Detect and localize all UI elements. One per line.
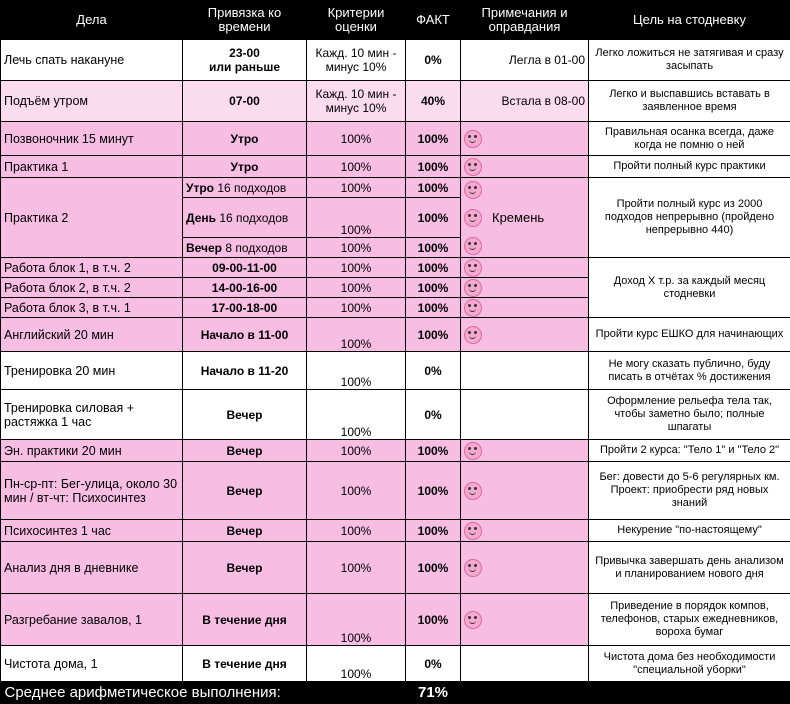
- goal-cell: Привычка завершать день анализом и планированием нового дня: [589, 542, 790, 594]
- table-row: [1, 520, 790, 542]
- fact-cell: 0%: [406, 352, 461, 390]
- sub-time-bold: День: [186, 211, 216, 225]
- task-cell: Тренировка 20 мин: [1, 352, 183, 390]
- goal-cell: Чистота дома без необходимости "специальной уборки": [589, 646, 790, 682]
- criteria-cell: 100%: [307, 646, 406, 682]
- sub-time-bold: Вечер: [186, 241, 222, 255]
- goal-cell: Пройти курс ЕШКО для начинающих: [589, 318, 790, 352]
- goal-cell: Пройти полный курс из 2000 подходов непрерывно (пройдено непрерывно 440): [589, 178, 790, 258]
- note-cell: [461, 352, 589, 390]
- table-row: [1, 178, 790, 198]
- note-text: Кремень: [492, 211, 544, 225]
- time-cell: Утро: [183, 122, 307, 156]
- criteria-cell: 100%: [307, 298, 406, 318]
- goal-cell: Легко и выспавшись вставать в заявленное время: [589, 81, 790, 122]
- task-cell: Анализ дня в дневнике: [1, 542, 183, 594]
- task-cell: Эн. практики 20 мин: [1, 440, 183, 462]
- time-cell: Вечер: [183, 462, 307, 520]
- time-cell: Вечер: [183, 520, 307, 542]
- smiley-pig-icon: [464, 522, 482, 540]
- smiley-pig-icon: [464, 442, 482, 460]
- task-cell: Тренировка силовая + растяжка 1 час: [1, 390, 183, 440]
- criteria-cell: 100%: [307, 278, 406, 298]
- criteria-cell: 100%: [307, 462, 406, 520]
- fact-cell: 0%: [406, 646, 461, 682]
- fact-cell: 100%: [406, 178, 461, 198]
- average-label: Среднее арифметическое выполнения:: [1, 682, 406, 704]
- goal-cell: Пройти полный курс практики: [589, 156, 790, 178]
- header-row: [1, 1, 790, 40]
- task-cell: Работа блок 1, в т.ч. 2: [1, 258, 183, 278]
- smiley-pig-icon: [464, 279, 482, 297]
- fact-cell: 100%: [406, 594, 461, 646]
- table-row: [1, 390, 790, 440]
- task-cell: Разгребание завалов, 1: [1, 594, 183, 646]
- task-cell: Работа блок 3, в т.ч. 1: [1, 298, 183, 318]
- fact-cell: 100%: [406, 278, 461, 298]
- time-cell: [183, 40, 307, 81]
- table-row: [1, 40, 790, 81]
- header-time: Привязка ко времени: [183, 1, 307, 40]
- time-cell: 14-00-16-00: [183, 278, 307, 298]
- criteria-cell: 100%: [307, 122, 406, 156]
- table-row: [1, 318, 790, 352]
- table-row: [1, 646, 790, 682]
- header-task: Дела: [1, 1, 183, 40]
- fact-cell: 100%: [406, 318, 461, 352]
- task-cell: Пн-ср-пт: Бег-улица, около 30 мин / вт-чт: Психосинтез: [1, 462, 183, 520]
- goal-cell: Доход Х т.р. за каждый месяц стодневки: [589, 258, 790, 318]
- smiley-pig-icon: [464, 559, 482, 577]
- goal-cell: Некурение "по-настоящему": [589, 520, 790, 542]
- footer-row: [1, 682, 790, 704]
- criteria-cell: 100%: [307, 156, 406, 178]
- smiley-pig-icon: [464, 209, 482, 227]
- time-cell: Начало в 11-20: [183, 352, 307, 390]
- table-row: [1, 156, 790, 178]
- goal-cell: Правильная осанка всегда, даже когда не помню о ней: [589, 122, 790, 156]
- note-cell: [461, 520, 589, 542]
- sub-time-text: 8 подходов: [222, 241, 288, 255]
- smiley-pig-icon: [464, 181, 482, 199]
- goal-cell: Приведение в порядок компов, телефонов, старых ежедневников, вороха бумаг: [589, 594, 790, 646]
- header-criteria: Критерии оценки: [307, 1, 406, 40]
- average-value: 71%: [406, 682, 461, 704]
- sub-time-cell: [183, 178, 307, 198]
- fact-cell: 100%: [406, 542, 461, 594]
- note-cell: [461, 318, 589, 352]
- time-cell: Вечер: [183, 390, 307, 440]
- time-cell: 07-00: [183, 81, 307, 122]
- goal-cell: Легко ложиться не затягивая и сразу засыпать: [589, 40, 790, 81]
- table-row: [1, 594, 790, 646]
- table-row: [1, 462, 790, 520]
- note-cell: [461, 122, 589, 156]
- task-cell: Чистота дома, 1: [1, 646, 183, 682]
- time-cell: Начало в 11-00: [183, 318, 307, 352]
- goal-cell: Бег: довести до 5-6 регулярных км. Проект: приобрести ряд новых знаний: [589, 462, 790, 520]
- time-cell: 17-00-18-00: [183, 298, 307, 318]
- criteria-cell: 100%: [307, 520, 406, 542]
- fact-cell: 100%: [406, 258, 461, 278]
- note-cell: [461, 462, 589, 520]
- time-cell: В течение дня: [183, 594, 307, 646]
- task-cell: Практика 1: [1, 156, 183, 178]
- fact-cell: 0%: [406, 40, 461, 81]
- smiley-pig-icon: [464, 237, 482, 255]
- smiley-pig-icon: [464, 482, 482, 500]
- time-line-1: 23-00: [229, 46, 260, 60]
- task-cell: Позвоночник 15 минут: [1, 122, 183, 156]
- task-cell: Подъём утром: [1, 81, 183, 122]
- note-cell: Встала в 08-00: [461, 81, 589, 122]
- criteria-cell: Кажд. 10 мин - минус 10%: [307, 81, 406, 122]
- criteria-cell: 100%: [307, 390, 406, 440]
- smiley-pig-icon: [464, 611, 482, 629]
- table-row: [1, 258, 790, 278]
- time-cell: 09-00-11-00: [183, 258, 307, 278]
- sub-time-text: 16 подходов: [214, 181, 286, 195]
- criteria-cell: Кажд. 10 мин - минус 10%: [307, 40, 406, 81]
- icon-stack: [464, 181, 482, 255]
- note-cell: [461, 278, 589, 298]
- criteria-cell: 100%: [307, 178, 406, 198]
- criteria-cell: 100%: [307, 258, 406, 278]
- goal-cell: Не могу сказать публично, буду писать в отчётах % достижения: [589, 352, 790, 390]
- sub-time-bold: Утро: [186, 181, 214, 195]
- criteria-cell: 100%: [307, 542, 406, 594]
- fact-cell: 100%: [406, 520, 461, 542]
- note-cell: [461, 178, 589, 258]
- note-cell: [461, 298, 589, 318]
- sub-time-cell: [183, 198, 307, 238]
- criteria-cell: 100%: [307, 594, 406, 646]
- sub-time-text: 16 подходов: [216, 211, 288, 225]
- table-row: [1, 542, 790, 594]
- time-line-2: или раньше: [209, 60, 280, 74]
- header-goal: Цель на стодневку: [589, 1, 790, 40]
- header-fact: ФАКТ: [406, 1, 461, 40]
- table-row: [1, 352, 790, 390]
- smiley-pig-icon: [464, 130, 482, 148]
- smiley-pig-icon: [464, 259, 482, 277]
- criteria-cell: 100%: [307, 198, 406, 238]
- task-cell: Английский 20 мин: [1, 318, 183, 352]
- fact-cell: 100%: [406, 198, 461, 238]
- smiley-pig-icon: [464, 158, 482, 176]
- note-cell: [461, 440, 589, 462]
- time-cell: Утро: [183, 156, 307, 178]
- note-cell: [461, 156, 589, 178]
- table-row: [1, 81, 790, 122]
- task-cell: Лечь спать накануне: [1, 40, 183, 81]
- table-row: [1, 440, 790, 462]
- fact-cell: 100%: [406, 298, 461, 318]
- task-cell: Работа блок 2, в т.ч. 2: [1, 278, 183, 298]
- smiley-pig-icon: [464, 299, 482, 317]
- footer-spacer: [461, 682, 790, 704]
- fact-cell: 40%: [406, 81, 461, 122]
- note-content: [464, 181, 585, 255]
- fact-cell: 100%: [406, 156, 461, 178]
- time-cell: Вечер: [183, 542, 307, 594]
- time-cell: В течение дня: [183, 646, 307, 682]
- note-cell: [461, 646, 589, 682]
- note-cell: [461, 390, 589, 440]
- note-cell: Легла в 01-00: [461, 40, 589, 81]
- criteria-cell: 100%: [307, 238, 406, 258]
- sub-time-cell: [183, 238, 307, 258]
- note-cell: [461, 542, 589, 594]
- fact-cell: 100%: [406, 440, 461, 462]
- fact-cell: 100%: [406, 122, 461, 156]
- fact-cell: 0%: [406, 390, 461, 440]
- note-cell: [461, 594, 589, 646]
- task-cell: Психосинтез 1 час: [1, 520, 183, 542]
- time-cell: Вечер: [183, 440, 307, 462]
- table-row: [1, 122, 790, 156]
- fact-cell: 100%: [406, 238, 461, 258]
- criteria-cell: 100%: [307, 352, 406, 390]
- criteria-cell: 100%: [307, 440, 406, 462]
- note-cell: [461, 258, 589, 278]
- goal-cell: Оформление рельефа тела так, чтобы заметно было; полные шпагаты: [589, 390, 790, 440]
- task-cell: Практика 2: [1, 178, 183, 258]
- smiley-pig-icon: [464, 326, 482, 344]
- goal-cell: Пройти 2 курса: "Тело 1" и "Тело 2": [589, 440, 790, 462]
- header-notes: Примечания и оправдания: [461, 1, 589, 40]
- criteria-cell: 100%: [307, 318, 406, 352]
- fact-cell: 100%: [406, 462, 461, 520]
